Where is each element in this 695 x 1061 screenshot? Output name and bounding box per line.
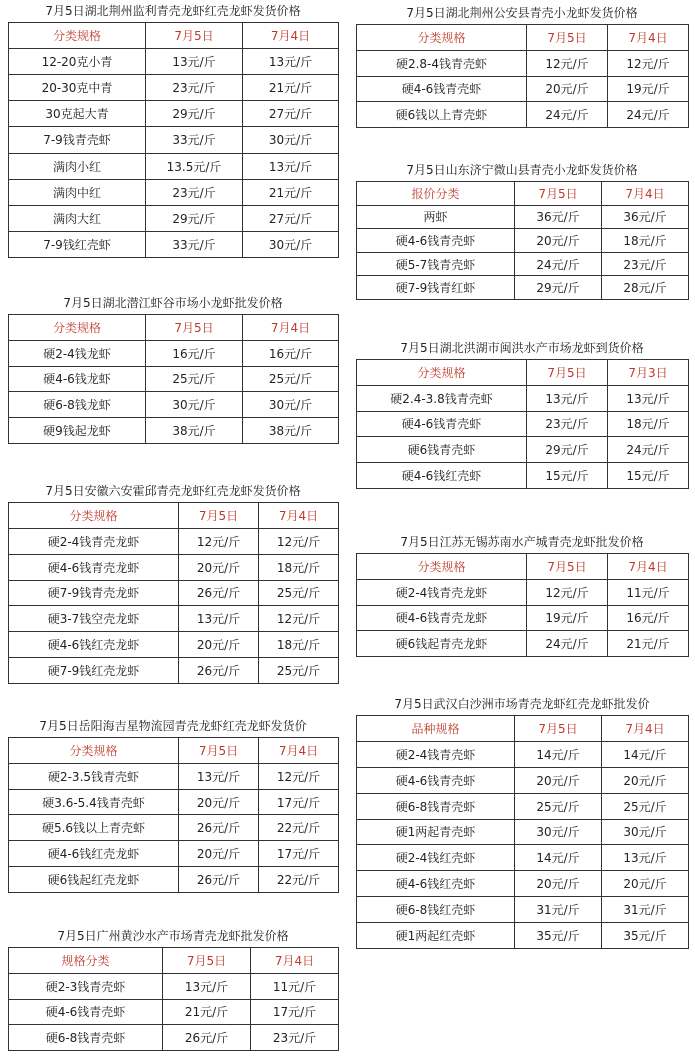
table-row — [9, 49, 339, 75]
price-cell: 24元/斤 — [527, 102, 608, 128]
column-header: 7月4日 — [259, 503, 339, 529]
spec-cell: 硬4-6钱青壳虾 — [357, 767, 515, 793]
table-row — [357, 76, 689, 102]
spec-cell: 硬4-6钱青壳虾 — [357, 411, 527, 437]
table-row — [357, 205, 689, 229]
spec-cell: 硬2-3钱青壳虾 — [9, 973, 163, 999]
price-cell: 15元/斤 — [608, 463, 689, 489]
price-cell: 23元/斤 — [146, 179, 243, 205]
column-header: 7月4日 — [608, 554, 689, 580]
column-header: 7月4日 — [251, 948, 339, 974]
price-table-wuxi — [356, 531, 688, 657]
table-body — [357, 182, 689, 300]
price-cell: 25元/斤 — [515, 793, 602, 819]
spec-cell: 20-30克中青 — [9, 75, 146, 101]
price-table — [8, 22, 339, 258]
price-cell: 12元/斤 — [259, 606, 339, 632]
price-cell: 16元/斤 — [243, 340, 339, 366]
price-cell: 21元/斤 — [608, 631, 689, 657]
price-cell: 33元/斤 — [146, 127, 243, 153]
price-table — [356, 359, 689, 489]
price-cell: 13元/斤 — [179, 606, 259, 632]
header-row — [357, 554, 689, 580]
table-row — [9, 789, 339, 815]
spec-cell: 满肉大红 — [9, 205, 146, 231]
table-row — [357, 819, 689, 845]
table-body — [9, 23, 339, 258]
price-cell: 24元/斤 — [608, 437, 689, 463]
table-row — [9, 75, 339, 101]
price-cell: 31元/斤 — [602, 897, 689, 923]
table-row — [9, 841, 339, 867]
table-row — [9, 179, 339, 205]
column-header: 7月5日 — [146, 23, 243, 49]
table-row — [357, 252, 689, 276]
price-cell: 12元/斤 — [259, 528, 339, 554]
spec-cell: 硬1两起青壳虾 — [357, 819, 515, 845]
price-cell: 13元/斤 — [146, 49, 243, 75]
spec-cell: 硬5-7钱青壳虾 — [357, 252, 515, 276]
spec-cell: 满肉小红 — [9, 153, 146, 179]
price-cell: 21元/斤 — [163, 999, 251, 1025]
price-cell: 17元/斤 — [259, 789, 339, 815]
price-cell: 22元/斤 — [259, 867, 339, 893]
price-table-huoqiu — [8, 480, 338, 684]
column-header: 7月5日 — [163, 948, 251, 974]
price-cell: 13元/斤 — [163, 973, 251, 999]
table-row — [9, 658, 339, 684]
price-cell: 20元/斤 — [515, 767, 602, 793]
table-title: 7月5日湖北潜江虾谷市场小龙虾批发价格 — [63, 296, 283, 310]
table-row — [357, 385, 689, 411]
spec-cell: 硬6钱起青壳龙虾 — [357, 631, 527, 657]
price-cell: 24元/斤 — [608, 102, 689, 128]
header-row — [357, 25, 689, 51]
price-cell: 25元/斤 — [259, 580, 339, 606]
header-row — [357, 360, 689, 386]
column-header: 7月5日 — [146, 315, 243, 341]
column-header: 品种规格 — [357, 716, 515, 742]
price-cell: 23元/斤 — [527, 411, 608, 437]
price-table-yueyang — [8, 715, 338, 893]
table-row — [9, 528, 339, 554]
table-row — [9, 580, 339, 606]
price-table-jianli — [8, 0, 338, 258]
spec-cell: 硬4-6钱红壳虾 — [357, 871, 515, 897]
price-cell: 36元/斤 — [602, 205, 689, 229]
table-title: 7月5日江苏无锡苏南水产城青壳龙虾批发价格 — [400, 535, 644, 549]
price-cell: 28元/斤 — [602, 276, 689, 300]
table-row — [9, 973, 339, 999]
spec-cell: 硬2-3.5钱青壳虾 — [9, 763, 179, 789]
spec-cell: 硬4-6钱红壳龙虾 — [9, 841, 179, 867]
price-cell: 20元/斤 — [179, 841, 259, 867]
column-header: 7月5日 — [179, 738, 259, 764]
header-row — [9, 23, 339, 49]
price-table-gongan — [356, 2, 688, 128]
price-cell: 25元/斤 — [259, 658, 339, 684]
price-cell: 30元/斤 — [243, 231, 339, 257]
spec-cell: 硬9钱起龙虾 — [9, 418, 146, 444]
table-row — [9, 366, 339, 392]
spec-cell: 硬6-8钱青壳虾 — [9, 1025, 163, 1051]
price-cell: 29元/斤 — [146, 101, 243, 127]
spec-cell: 硬7-9钱青壳龙虾 — [9, 580, 179, 606]
price-cell: 30元/斤 — [146, 392, 243, 418]
price-cell: 20元/斤 — [602, 871, 689, 897]
price-cell: 14元/斤 — [515, 845, 602, 871]
column-header: 7月4日 — [608, 25, 689, 51]
spec-cell: 硬2.8-4钱青壳虾 — [357, 50, 527, 76]
table-title: 7月5日岳阳海吉星物流园青壳龙虾红壳龙虾发货价 — [39, 719, 307, 733]
spec-cell: 硬4-6钱青壳龙虾 — [9, 554, 179, 580]
column-header: 报价分类 — [357, 182, 515, 206]
price-cell: 13元/斤 — [608, 385, 689, 411]
table-body — [9, 503, 339, 684]
table-row — [357, 845, 689, 871]
price-table-weishan — [356, 159, 688, 300]
price-cell: 12元/斤 — [259, 763, 339, 789]
price-cell: 16元/斤 — [608, 605, 689, 631]
table-row — [9, 815, 339, 841]
price-cell: 16元/斤 — [146, 340, 243, 366]
price-table — [8, 502, 339, 684]
price-table-honghu — [356, 337, 688, 489]
spec-cell: 硬4-6钱青壳虾 — [357, 229, 515, 253]
table-row — [9, 606, 339, 632]
price-cell: 20元/斤 — [602, 767, 689, 793]
table-row — [357, 229, 689, 253]
price-cell: 26元/斤 — [179, 867, 259, 893]
spec-cell: 满肉中红 — [9, 179, 146, 205]
table-title: 7月5日武汉白沙洲市场青壳龙虾红壳龙虾批发价 — [394, 697, 650, 711]
spec-cell: 硬6钱青壳虾 — [357, 437, 527, 463]
table-row — [357, 579, 689, 605]
price-cell: 27元/斤 — [243, 101, 339, 127]
table-row — [357, 276, 689, 300]
table-title: 7月5日安徽六安霍邱青壳龙虾红壳龙虾发货价格 — [45, 484, 301, 498]
price-cell: 18元/斤 — [259, 554, 339, 580]
price-cell: 17元/斤 — [251, 999, 339, 1025]
table-row — [357, 897, 689, 923]
price-cell: 18元/斤 — [259, 632, 339, 658]
table-body — [9, 738, 339, 893]
price-cell: 20元/斤 — [179, 554, 259, 580]
price-cell: 26元/斤 — [163, 1025, 251, 1051]
price-cell: 17元/斤 — [259, 841, 339, 867]
table-row — [357, 437, 689, 463]
price-cell: 13元/斤 — [243, 49, 339, 75]
spec-cell: 硬5.6钱以上青壳虾 — [9, 815, 179, 841]
price-cell: 20元/斤 — [527, 76, 608, 102]
price-table — [8, 947, 339, 1051]
column-header: 7月4日 — [602, 182, 689, 206]
column-header: 分类规格 — [357, 554, 527, 580]
table-row — [357, 923, 689, 949]
price-cell: 36元/斤 — [515, 205, 602, 229]
price-cell: 25元/斤 — [243, 366, 339, 392]
price-cell: 13元/斤 — [602, 845, 689, 871]
price-cell: 13.5元/斤 — [146, 153, 243, 179]
price-cell: 25元/斤 — [146, 366, 243, 392]
table-row — [9, 127, 339, 153]
spec-cell: 硬2-4钱青壳虾 — [357, 741, 515, 767]
spec-cell: 硬7-9钱青红虾 — [357, 276, 515, 300]
table-row — [9, 763, 339, 789]
table-row — [9, 205, 339, 231]
price-cell: 21元/斤 — [243, 75, 339, 101]
table-row — [9, 231, 339, 257]
column-header: 7月5日 — [515, 716, 602, 742]
price-table-guangzhou — [8, 925, 338, 1051]
header-row — [9, 315, 339, 341]
column-header: 7月4日 — [259, 738, 339, 764]
price-table — [356, 553, 689, 657]
price-cell: 20元/斤 — [179, 632, 259, 658]
table-body — [357, 554, 689, 657]
price-cell: 13元/斤 — [527, 385, 608, 411]
spec-cell: 硬6-8钱龙虾 — [9, 392, 146, 418]
spec-cell: 硬4-6钱红壳龙虾 — [9, 632, 179, 658]
price-cell: 19元/斤 — [527, 605, 608, 631]
column-header: 分类规格 — [357, 360, 527, 386]
price-cell: 33元/斤 — [146, 231, 243, 257]
spec-cell: 硬4-6钱青壳虾 — [357, 76, 527, 102]
price-cell: 13元/斤 — [179, 763, 259, 789]
column-header: 7月4日 — [243, 23, 339, 49]
price-cell: 30元/斤 — [243, 392, 339, 418]
price-cell: 26元/斤 — [179, 815, 259, 841]
column-header: 7月4日 — [602, 716, 689, 742]
price-cell: 35元/斤 — [515, 923, 602, 949]
column-header: 7月5日 — [515, 182, 602, 206]
price-cell: 18元/斤 — [602, 229, 689, 253]
column-header: 分类规格 — [357, 25, 527, 51]
price-cell: 30元/斤 — [602, 819, 689, 845]
price-cell: 27元/斤 — [243, 205, 339, 231]
table-row — [357, 50, 689, 76]
price-cell: 20元/斤 — [515, 871, 602, 897]
header-row — [9, 948, 339, 974]
table-title: 7月5日广州黄沙水产市场青壳龙虾批发价格 — [57, 929, 289, 943]
table-row — [357, 605, 689, 631]
spec-cell: 硬2-4钱青壳龙虾 — [357, 579, 527, 605]
table-title: 7月5日湖北荆州监利青壳龙虾红壳龙虾发货价格 — [45, 4, 301, 18]
table-row — [357, 463, 689, 489]
column-header: 分类规格 — [9, 503, 179, 529]
table-row — [9, 153, 339, 179]
table-row — [9, 418, 339, 444]
price-cell: 30元/斤 — [515, 819, 602, 845]
table-row — [9, 392, 339, 418]
spec-cell: 7-9钱红壳虾 — [9, 231, 146, 257]
price-cell: 24元/斤 — [515, 252, 602, 276]
spec-cell: 硬1两起红壳虾 — [357, 923, 515, 949]
price-cell: 19元/斤 — [608, 76, 689, 102]
table-row — [357, 871, 689, 897]
price-cell: 12元/斤 — [179, 528, 259, 554]
table-row — [9, 999, 339, 1025]
table-row — [357, 102, 689, 128]
table-body — [357, 716, 689, 949]
column-header: 7月5日 — [527, 360, 608, 386]
spec-cell: 硬2-4钱红壳虾 — [357, 845, 515, 871]
table-row — [357, 767, 689, 793]
price-cell: 13元/斤 — [243, 153, 339, 179]
price-cell: 21元/斤 — [243, 179, 339, 205]
spec-cell: 硬2-4钱龙虾 — [9, 340, 146, 366]
price-cell: 29元/斤 — [515, 276, 602, 300]
price-table — [8, 314, 339, 444]
header-row — [9, 503, 339, 529]
column-header: 7月5日 — [179, 503, 259, 529]
price-cell: 38元/斤 — [243, 418, 339, 444]
price-cell: 12元/斤 — [527, 579, 608, 605]
table-row — [9, 1025, 339, 1051]
price-cell: 15元/斤 — [527, 463, 608, 489]
price-cell: 23元/斤 — [146, 75, 243, 101]
table-row — [9, 867, 339, 893]
table-row — [357, 631, 689, 657]
column-header: 7月5日 — [527, 25, 608, 51]
spec-cell: 硬4-6钱青壳龙虾 — [357, 605, 527, 631]
table-row — [357, 793, 689, 819]
price-cell: 24元/斤 — [527, 631, 608, 657]
table-row — [9, 632, 339, 658]
spec-cell: 12-20克小青 — [9, 49, 146, 75]
table-row — [9, 340, 339, 366]
spec-cell: 硬6钱以上青壳虾 — [357, 102, 527, 128]
spec-cell: 硬7-9钱红壳龙虾 — [9, 658, 179, 684]
price-cell: 14元/斤 — [602, 741, 689, 767]
column-header: 7月3日 — [608, 360, 689, 386]
spec-cell: 两虾 — [357, 205, 515, 229]
table-row — [357, 411, 689, 437]
price-cell: 23元/斤 — [602, 252, 689, 276]
price-cell: 11元/斤 — [251, 973, 339, 999]
price-cell: 26元/斤 — [179, 658, 259, 684]
price-cell: 12元/斤 — [608, 50, 689, 76]
price-table — [356, 715, 689, 949]
price-cell: 14元/斤 — [515, 741, 602, 767]
price-cell: 26元/斤 — [179, 580, 259, 606]
price-table — [356, 181, 689, 300]
price-cell: 35元/斤 — [602, 923, 689, 949]
table-body — [9, 948, 339, 1051]
table-body — [357, 25, 689, 128]
price-cell: 12元/斤 — [527, 50, 608, 76]
spec-cell: 硬4-6钱青壳虾 — [9, 999, 163, 1025]
header-row — [9, 738, 339, 764]
spec-cell: 7-9钱青壳虾 — [9, 127, 146, 153]
price-table-qianjiang — [8, 292, 338, 444]
table-row — [357, 741, 689, 767]
spec-cell: 硬2.4-3.8钱青壳虾 — [357, 385, 527, 411]
price-cell: 20元/斤 — [179, 789, 259, 815]
price-table — [8, 737, 339, 893]
spec-cell: 硬4-6钱红壳虾 — [357, 463, 527, 489]
price-cell: 11元/斤 — [608, 579, 689, 605]
price-table-baishazhou — [356, 693, 688, 949]
column-header: 规格分类 — [9, 948, 163, 974]
price-cell: 29元/斤 — [527, 437, 608, 463]
table-title: 7月5日山东济宁微山县青壳小龙虾发货价格 — [406, 163, 638, 177]
price-cell: 29元/斤 — [146, 205, 243, 231]
price-cell: 23元/斤 — [251, 1025, 339, 1051]
table-title: 7月5日湖北荆州公安县青壳小龙虾发货价格 — [406, 6, 638, 20]
spec-cell: 硬3-7钱空壳龙虾 — [9, 606, 179, 632]
spec-cell: 硬6钱起红壳龙虾 — [9, 867, 179, 893]
price-cell: 31元/斤 — [515, 897, 602, 923]
table-body — [9, 315, 339, 444]
spec-cell: 硬4-6钱龙虾 — [9, 366, 146, 392]
price-cell: 30元/斤 — [243, 127, 339, 153]
header-row — [357, 716, 689, 742]
spec-cell: 硬3.6-5.4钱青壳虾 — [9, 789, 179, 815]
table-row — [9, 554, 339, 580]
table-body — [357, 360, 689, 489]
price-cell: 22元/斤 — [259, 815, 339, 841]
price-cell: 25元/斤 — [602, 793, 689, 819]
price-cell: 18元/斤 — [608, 411, 689, 437]
column-header: 分类规格 — [9, 23, 146, 49]
price-table — [356, 24, 689, 128]
price-cell: 38元/斤 — [146, 418, 243, 444]
header-row — [357, 182, 689, 206]
spec-cell: 硬2-4钱青壳龙虾 — [9, 528, 179, 554]
spec-cell: 硬6-8钱红壳虾 — [357, 897, 515, 923]
spec-cell: 30克起大青 — [9, 101, 146, 127]
price-cell: 20元/斤 — [515, 229, 602, 253]
spec-cell: 硬6-8钱青壳虾 — [357, 793, 515, 819]
column-header: 7月5日 — [527, 554, 608, 580]
table-title: 7月5日湖北洪湖市闽洪水产市场龙虾到货价格 — [400, 341, 644, 355]
column-header: 分类规格 — [9, 738, 179, 764]
column-header: 分类规格 — [9, 315, 146, 341]
table-row — [9, 101, 339, 127]
column-header: 7月4日 — [243, 315, 339, 341]
